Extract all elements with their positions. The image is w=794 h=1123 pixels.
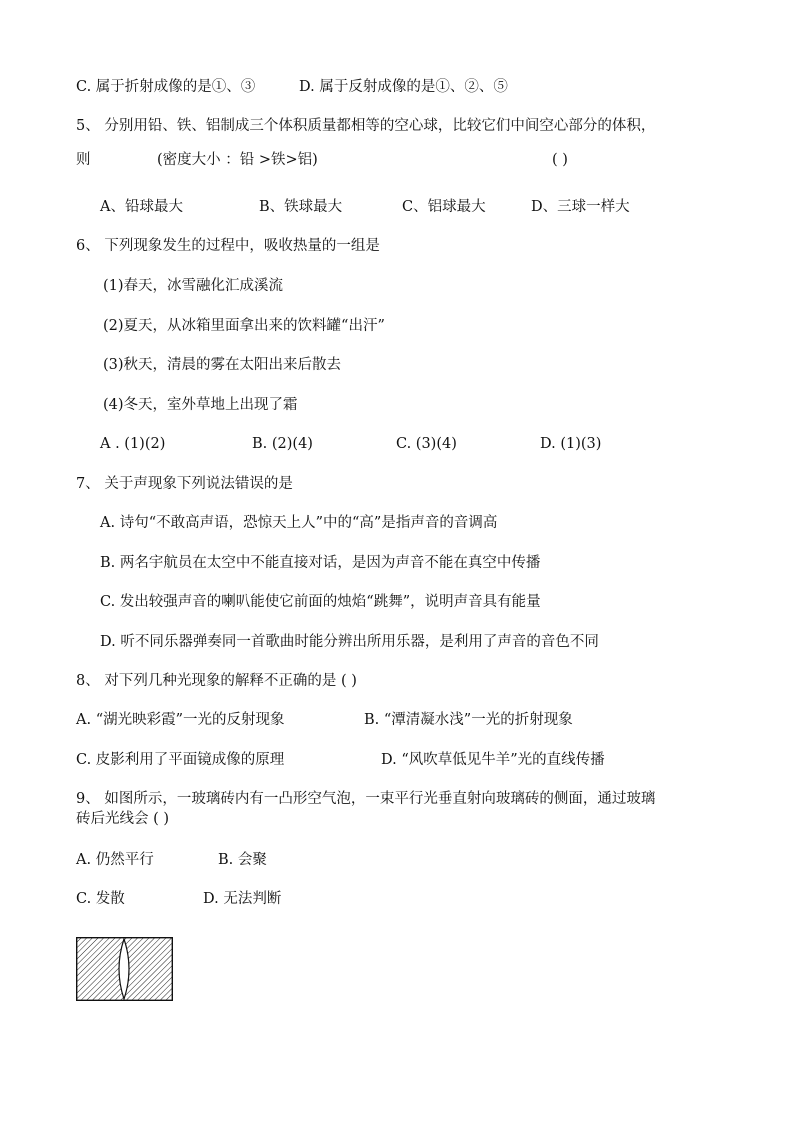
option-9b: B. 会聚 bbox=[218, 852, 267, 868]
option-5d: D、三球一样大 bbox=[531, 199, 630, 215]
option-5a: A、铅球最大 bbox=[100, 199, 183, 215]
option-4c: C. 属于折射成像的是①、③ bbox=[76, 79, 256, 95]
item-6-3: (3)秋天，清晨的雾在太阳出来后散去 bbox=[103, 357, 342, 373]
option-8a: A. “湖光映彩霞”一光的反射现象 bbox=[76, 712, 285, 728]
option-8c: C. 皮影利用了平面镜成像的原理 bbox=[76, 752, 285, 768]
option-8d: D. “风吹草低见牛羊”光的直线传播 bbox=[381, 752, 605, 768]
option-6b: B. (2)(4) bbox=[252, 436, 313, 452]
option-8b: B. “潭清凝水浅”一光的折射现象 bbox=[364, 712, 573, 728]
option-9d: D. 无法判断 bbox=[203, 891, 282, 907]
option-7c: C. 发出较强声音的喇叭能使它前面的烛焰“跳舞”，说明声音具有能量 bbox=[100, 594, 541, 610]
option-5b: B、铁球最大 bbox=[259, 199, 343, 215]
option-5c: C、铝球最大 bbox=[402, 199, 486, 215]
item-6-2: (2)夏天，从冰箱里面拿出来的饮料罐“出汗” bbox=[103, 318, 385, 334]
option-6a: A . (1)(2) bbox=[100, 436, 166, 452]
question-5-answer-paren: ( ) bbox=[552, 152, 568, 168]
question-8-stem: 8、 对下列几种光现象的解释不正确的是 ( ) bbox=[76, 673, 357, 689]
question-9-stem-line2: 砖后光线会 ( ) bbox=[76, 811, 170, 827]
option-7d: D. 听不同乐器弹奏同一首歌曲时能分辨出所用乐器，是利用了声音的音色不同 bbox=[100, 634, 599, 650]
question-5-stem: 5、 分别用铅、铁、铝制成三个体积质量都相等的空心球，比较它们中间空心部分的体积， bbox=[76, 118, 656, 134]
option-6c: C. (3)(4) bbox=[396, 436, 457, 452]
option-4d: D. 属于反射成像的是①、②、⑤ bbox=[299, 79, 508, 95]
question-6-stem: 6、 下列现象发生的过程中，吸收热量的一组是 bbox=[76, 238, 380, 254]
option-9c: C. 发散 bbox=[76, 891, 125, 907]
option-9a: A. 仍然平行 bbox=[76, 852, 154, 868]
option-6d: D. (1)(3) bbox=[540, 436, 602, 452]
option-7a: A. 诗句“不敢高声语，恐惊天上人”中的“高”是指声音的音调高 bbox=[100, 515, 498, 531]
question-5-stem-line2: 则 bbox=[76, 152, 91, 168]
question-9-stem: 9、 如图所示，一玻璃砖内有一凸形空气泡，一束平行光垂直射向玻璃砖的侧面，通过玻璃 bbox=[76, 791, 656, 807]
glass-brick-figure bbox=[76, 937, 173, 1001]
question-7-stem: 7、 关于声现象下列说法错误的是 bbox=[76, 476, 293, 492]
question-5-density-note: (密度大小 ：铅 >铁>铝) bbox=[157, 152, 318, 168]
item-6-4: (4)冬天，室外草地上出现了霜 bbox=[103, 397, 298, 413]
option-7b: B. 两名宇航员在太空中不能直接对话，是因为声音不能在真空中传播 bbox=[100, 555, 541, 571]
item-6-1: (1)春天，冰雪融化汇成溪流 bbox=[103, 278, 284, 294]
